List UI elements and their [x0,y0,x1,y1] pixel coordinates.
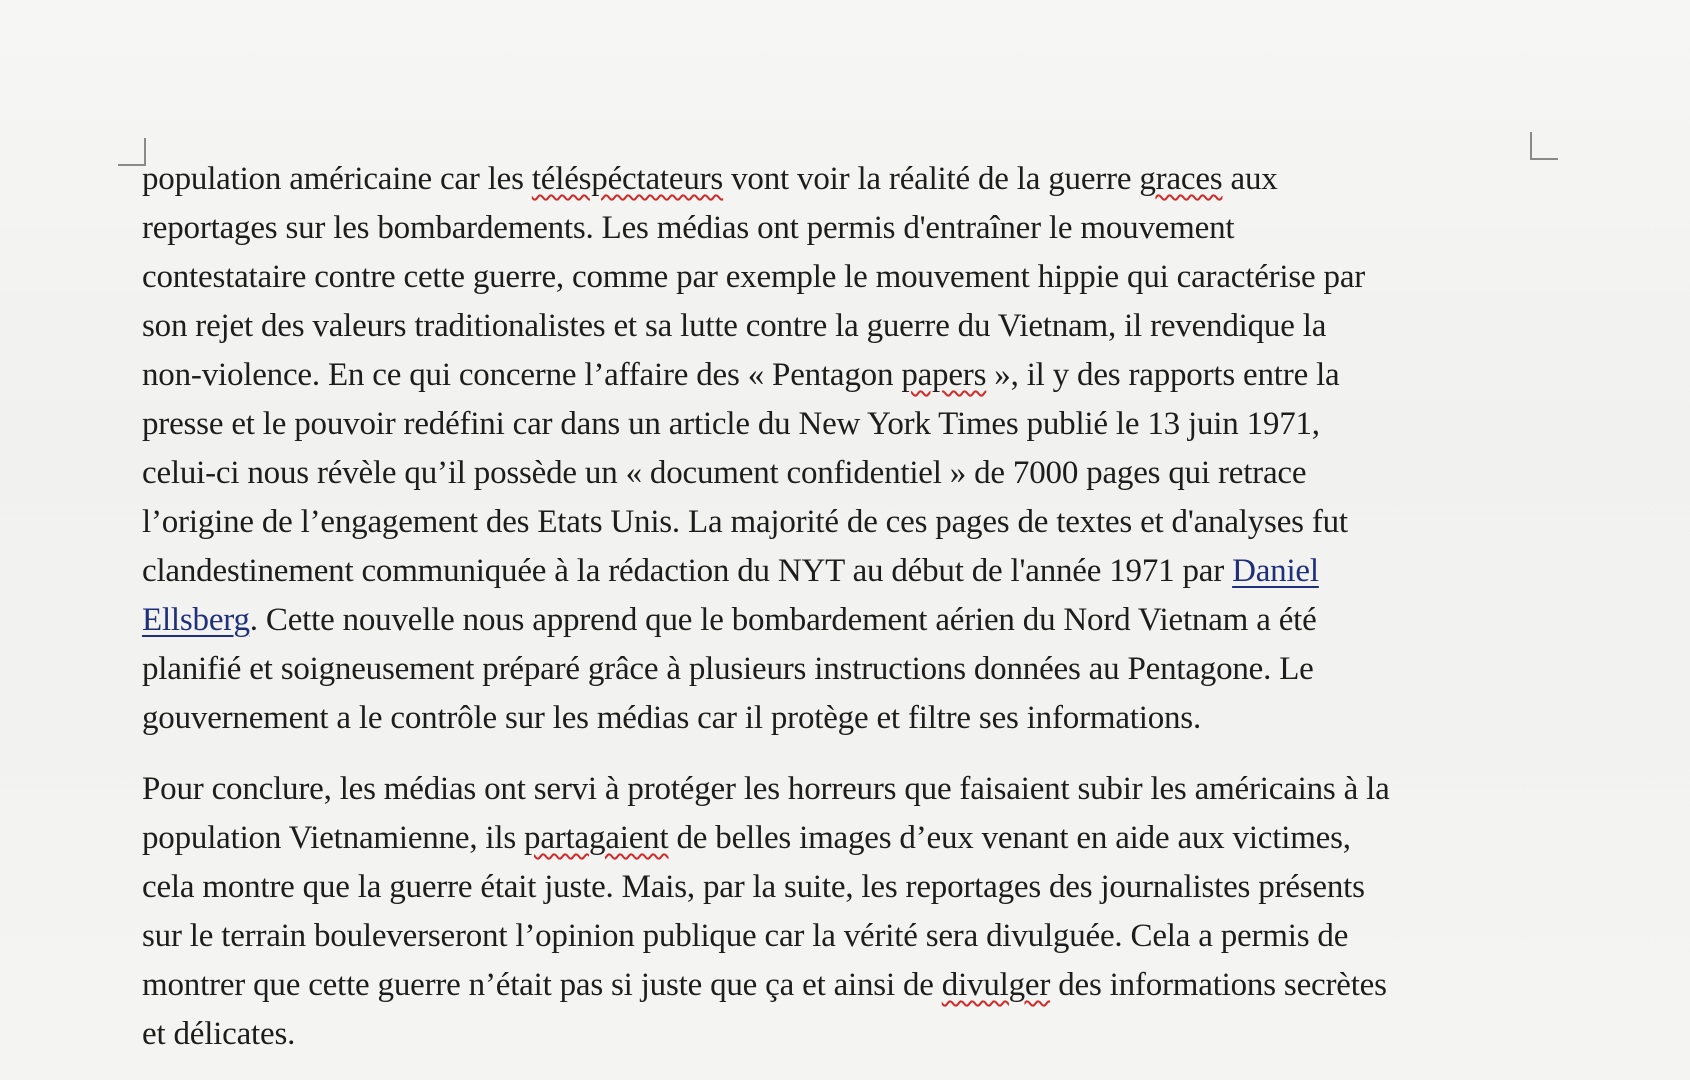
text-line [142,547,1562,596]
text-line [142,596,1562,645]
text-line [142,765,1562,814]
text-run: gouvernement a le contrôle sur les médias car il protège et filtre ses informations. [142,700,1202,736]
misspelled-word[interactable]: graces [1139,161,1223,197]
document-body[interactable] [142,155,1562,1059]
text-run: planifié et soigneusement préparé grâce à plusieurs instructions données au Pentagone. Le [142,651,1314,687]
text-line [142,302,1562,351]
misspelled-word[interactable]: papers [901,357,987,393]
text-line [142,814,1562,863]
misspelled-word[interactable]: partagaient [524,820,669,856]
text-run: reportages sur les bombardements. Les médias ont permis d'entraîner le mouvement [142,210,1235,246]
text-run: », il y des rapports entre la [986,357,1340,393]
text-line [142,694,1562,743]
text-run: contestataire contre cette guerre, comme par exemple le mouvement hippie qui caractérise par [142,259,1366,295]
text-run: . Cette nouvelle nous apprend que le bombardement aérien du Nord Vietnam a été [249,602,1317,638]
misspelled-word[interactable]: divulger [941,967,1051,1003]
text-run: et délicates. [142,1016,296,1052]
text-line [142,155,1562,204]
text-run: l’origine de l’engagement des Etats Unis. La majorité de ces pages de textes et d'analyses fut [142,504,1348,540]
text-run: aux [1222,161,1278,197]
misspelled-word[interactable]: téléspéctateurs [531,161,724,197]
paragraph [142,155,1562,743]
text-run: sur le terrain bouleverseront l’opinion publique car la vérité sera divulguée. Cela a permis de [142,918,1349,954]
text-line [142,912,1562,961]
text-run: population américaine car les [142,161,532,197]
text-run: clandestinement communiquée à la rédaction du NYT au début de l'année 1971 par [142,553,1233,589]
text-run: de belles images d’eux venant en aide aux victimes, [668,820,1351,856]
text-run: Pour conclure, les médias ont servi à protéger les horreurs que faisaient subir les américains à la [142,771,1390,807]
text-run: son rejet des valeurs traditionalistes et sa lutte contre la guerre du Vietnam, il revendique la [142,308,1327,344]
text-line [142,400,1562,449]
text-line [142,645,1562,694]
text-line [142,863,1562,912]
text-run: des informations secrètes [1050,967,1387,1003]
hyperlink[interactable]: Daniel [1232,553,1319,589]
paragraph [142,765,1562,1059]
text-line [142,498,1562,547]
text-run: presse et le pouvoir redéfini car dans un article du New York Times publié le 13 juin 1971, [142,406,1320,442]
text-run: population Vietnamienne, ils [142,820,525,856]
text-line [142,351,1562,400]
text-line [142,1010,1562,1059]
text-run: non-violence. En ce qui concerne l’affaire des « Pentagon [142,357,902,393]
text-line [142,253,1562,302]
text-line [142,449,1562,498]
hyperlink[interactable]: Ellsberg [142,602,250,638]
text-run: cela montre que la guerre était juste. Mais, par la suite, les reportages des journalistes présents [142,869,1365,905]
text-run: montrer que cette guerre n’était pas si juste que ça et ainsi de [142,967,942,1003]
text-line [142,204,1562,253]
text-line [142,961,1562,1010]
text-run: celui-ci nous révèle qu’il possède un « document confidentiel » de 7000 pages qui retrace [142,455,1307,491]
text-run: vont voir la réalité de la guerre [723,161,1140,197]
